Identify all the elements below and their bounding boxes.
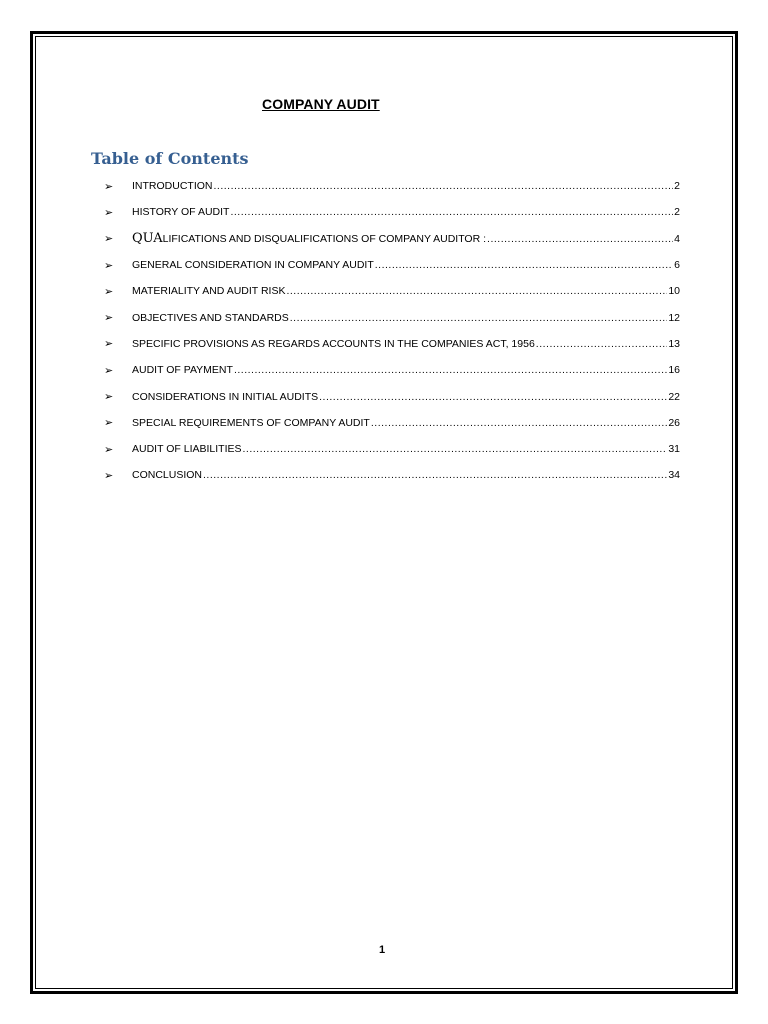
toc-entry-title-prefix: QUA: [132, 231, 163, 247]
toc-entry-page: 34: [668, 469, 680, 482]
toc-entry-page: 2: [674, 180, 680, 193]
toc-entry-general-consideration[interactable]: [100, 252, 680, 278]
dot-leader: [203, 469, 667, 481]
arrow-bullet-icon: ➢: [104, 443, 114, 456]
toc-entry-title: INTRODUCTION: [132, 180, 213, 193]
toc-entry-title: GENERAL CONSIDERATION IN COMPANY AUDIT: [132, 259, 374, 272]
toc-entry-audit-of-payment[interactable]: [100, 357, 680, 383]
arrow-bullet-icon: ➢: [104, 364, 114, 377]
toc-entry-title: SPECIAL REQUIREMENTS OF COMPANY AUDIT: [132, 416, 370, 429]
toc-entry-title: [132, 231, 486, 246]
arrow-bullet-icon: ➢: [104, 206, 114, 219]
document-title: COMPANY AUDIT: [262, 96, 380, 112]
toc-entry-title: OBJECTIVES AND STANDARDS: [132, 311, 289, 324]
toc-entry-title: CONSIDERATIONS IN INITIAL AUDITS: [132, 390, 319, 403]
dot-leader: [290, 312, 668, 324]
toc-entry-title: AUDIT OF PAYMENT: [132, 364, 233, 377]
toc-entry-page: 22: [668, 390, 680, 403]
dot-leader: [536, 338, 668, 350]
toc-entry-initial-audits[interactable]: [100, 383, 680, 409]
toc-entry-page: 10: [668, 285, 680, 298]
toc-entry-conclusion[interactable]: [100, 462, 680, 488]
toc-entry-history-of-audit[interactable]: [100, 199, 680, 225]
arrow-bullet-icon: ➢: [104, 259, 114, 272]
toc-entry-introduction[interactable]: [100, 173, 680, 199]
arrow-bullet-icon: ➢: [104, 180, 114, 193]
toc-entry-materiality[interactable]: [100, 278, 680, 304]
dot-leader: [371, 417, 667, 429]
toc-entry-page: 31: [668, 443, 680, 456]
toc-entry-page: 26: [668, 416, 680, 429]
dot-leader: [234, 364, 667, 376]
toc-entry-title: SPECIFIC PROVISIONS AS REGARDS ACCOUNTS IN THE COMPANIES ACT, 1956: [132, 337, 535, 350]
toc-entry-audit-of-liabilities[interactable]: [100, 436, 680, 462]
toc-entry-title: CONCLUSION: [132, 469, 203, 482]
arrow-bullet-icon: ➢: [104, 312, 114, 325]
toc-entry-qualifications[interactable]: [100, 226, 680, 252]
page-number: 1: [379, 944, 386, 956]
toc-entry-specific-provisions[interactable]: [100, 331, 680, 357]
toc-entry-page: 4: [674, 232, 680, 245]
arrow-bullet-icon: ➢: [104, 417, 114, 430]
toc-entry-page: 16: [668, 364, 680, 377]
arrow-bullet-icon: ➢: [104, 391, 114, 404]
toc-entry-page: 2: [674, 206, 680, 219]
toc-entry-page: 6: [674, 259, 680, 272]
arrow-bullet-icon: ➢: [104, 469, 114, 482]
toc-entry-page: 12: [668, 311, 680, 324]
toc-entry-title: AUDIT OF LIABILITIES: [132, 443, 242, 456]
dot-leader: [230, 206, 673, 218]
toc-heading: Table of Contents: [91, 149, 249, 168]
dot-leader: [286, 285, 667, 297]
toc-entry-special-requirements[interactable]: [100, 410, 680, 436]
arrow-bullet-icon: ➢: [104, 233, 114, 246]
dot-leader: [243, 443, 668, 455]
toc-entry-title-rest: LIFICATIONS AND DISQUALIFICATIONS OF COMPANY AUDITOR :: [162, 233, 487, 246]
dot-leader: [487, 233, 673, 245]
dot-leader: [375, 259, 673, 271]
toc-entry-title: HISTORY OF AUDIT: [132, 206, 230, 219]
toc-entry-objectives[interactable]: [100, 304, 680, 330]
toc-entry-title: MATERIALITY AND AUDIT RISK: [132, 285, 286, 298]
arrow-bullet-icon: ➢: [104, 285, 114, 298]
toc-entry-page: 13: [668, 337, 680, 350]
dot-leader: [214, 180, 674, 192]
arrow-bullet-icon: ➢: [104, 338, 114, 351]
dot-leader: [319, 391, 667, 403]
table-of-contents: [100, 173, 680, 489]
